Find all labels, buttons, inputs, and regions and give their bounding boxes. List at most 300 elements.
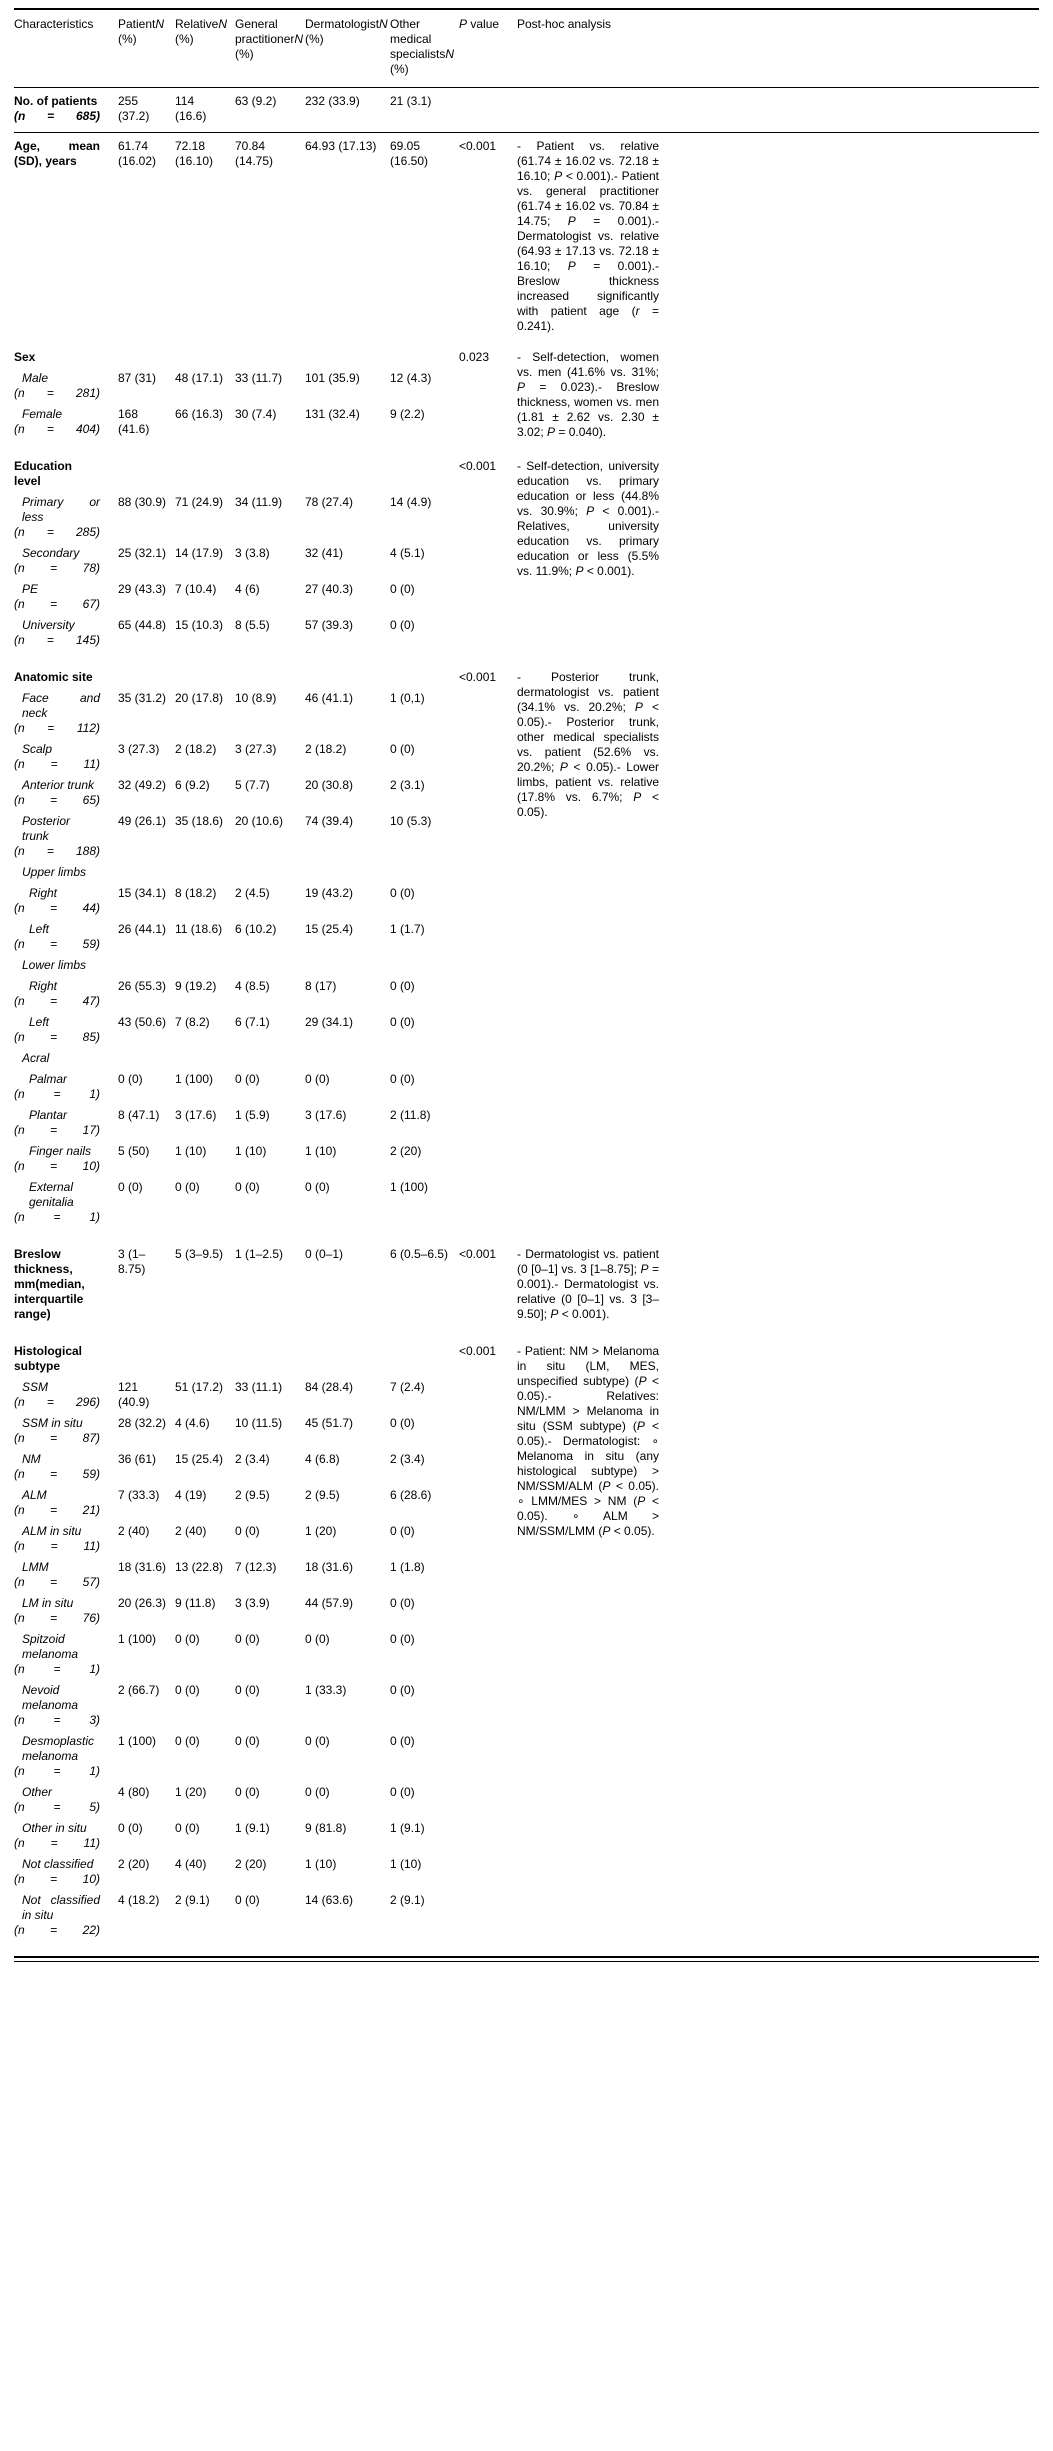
- data-cell: 48 (17.1): [175, 371, 224, 385]
- data-cell: 5 (7.7): [235, 778, 270, 792]
- data-cell: 88 (30.9): [118, 495, 167, 509]
- section-rows: [14, 94, 459, 130]
- table-section: [14, 350, 1039, 443]
- data-cell: 0 (0): [390, 1683, 415, 1697]
- data-cell: 0 (0): [390, 1785, 415, 1799]
- data-cell: 2 (3.4): [390, 1452, 425, 1466]
- data-cell: 20 (17.8): [175, 691, 224, 705]
- row-label: [14, 865, 118, 880]
- table-row: [14, 1380, 459, 1410]
- row-n-count: (n = 57): [14, 1575, 100, 1589]
- row-n-count: (n = 685): [14, 109, 100, 123]
- row-label: [14, 886, 118, 916]
- section-rows: [14, 670, 459, 1231]
- data-cell: 1 (10): [390, 1857, 422, 1871]
- data-cell: 15 (25.4): [175, 1452, 224, 1466]
- column-header: DermatologistN (%): [305, 17, 388, 46]
- data-cell: 35 (18.6): [175, 814, 224, 828]
- row-n-count: (n = 188): [14, 844, 100, 858]
- table-row: [14, 691, 459, 736]
- data-cell: 2 (9.5): [305, 1488, 340, 1502]
- data-cell: 6 (0.5–6.5): [390, 1247, 449, 1261]
- data-cell: 1 (10): [305, 1144, 337, 1158]
- row-label-text: Not classified: [22, 1857, 94, 1871]
- data-cell: 0 (0): [235, 1632, 260, 1646]
- row-n-count: (n = 85): [14, 1030, 100, 1044]
- data-cell: 1 (20): [175, 1785, 207, 1799]
- data-cell: 1 (33.3): [305, 1683, 347, 1697]
- data-cell: 7 (10.4): [175, 582, 217, 596]
- data-cell: 0 (0): [305, 1180, 330, 1194]
- p-value: <0.001: [459, 459, 497, 473]
- data-cell: 10 (8.9): [235, 691, 277, 705]
- row-n-count: (n = 296): [14, 1395, 100, 1409]
- row-label: [14, 958, 118, 973]
- table-row: [14, 94, 459, 124]
- row-label: [14, 495, 118, 540]
- data-cell: 0 (0): [305, 1072, 330, 1086]
- p-value: <0.001: [459, 670, 497, 684]
- data-cell: 14 (4.9): [390, 495, 432, 509]
- table-row: [14, 1524, 459, 1554]
- row-label-text: Palmar: [29, 1072, 68, 1086]
- posthoc-analysis: - Self-detection, university education vs. primary education or less (44.8% vs. 30.9%; P < 0.001).- Relatives, university education vs. primary education or less (5.5% vs. 11.9%; P < 0.001).: [517, 459, 659, 578]
- row-label-text: ALM: [22, 1488, 47, 1502]
- row-label: [14, 1893, 118, 1938]
- data-cell: 0 (0–1): [305, 1247, 344, 1261]
- row-n-count: (n = 3): [14, 1713, 100, 1727]
- row-n-count: (n = 11): [14, 1836, 100, 1850]
- row-label-text: SSM: [22, 1380, 49, 1394]
- data-cell: 20 (26.3): [118, 1596, 167, 1610]
- data-cell: 1 (5.9): [235, 1108, 270, 1122]
- table-row: [14, 778, 459, 808]
- row-label-text: Other: [22, 1785, 53, 1799]
- posthoc-analysis: - Patient: NM > Melanoma in situ (LM, MES, unspecified subtype) (P < 0.05).- Relatives: NM/LMM > Melanoma in situ (SSM subtype) (P < 0.05).- Dermatologist: ∘ Melanoma in situ (any histological subtype) > NM/SSM/ALM (P < 0.05). ∘ LMM/MES > NM (P < 0.05). ∘ ALM > NM/SSM/LMM (P < 0.05).: [517, 1344, 659, 1538]
- data-cell: 0 (0): [390, 886, 415, 900]
- table-row: [14, 1821, 459, 1851]
- table-body: [14, 94, 1039, 1944]
- data-cell: 232 (33.9): [305, 94, 360, 108]
- section-rows: [14, 1247, 459, 1328]
- column-header: Characteristics: [14, 17, 94, 31]
- row-n-count: (n = 145): [14, 633, 100, 647]
- row-label: [14, 1180, 118, 1225]
- posthoc-analysis: - Posterior trunk, dermatologist vs. patient (34.1% vs. 20.2%; P < 0.05).- Posterior trunk, other medical specialists vs. patient (52.6% vs. 20.2%; P < 0.05).- Lower limbs, patient vs. relative (17.8% vs. 6.7%; P < 0.05).: [517, 670, 660, 819]
- data-cell: 1 (10): [235, 1144, 267, 1158]
- data-cell: 51 (17.2): [175, 1380, 224, 1394]
- row-label-text: Breslow thickness, mm(median, interquartile range): [14, 1247, 85, 1321]
- row-label-text: Plantar: [29, 1108, 68, 1122]
- posthoc-analysis: - Dermatologist vs. patient (0 [0–1] vs. 3 [1–8.75]; P = 0.001).- Dermatologist vs. relative (0 [0–1] vs. 3 [3–9.50]; P < 0.001).: [517, 1247, 659, 1321]
- data-cell: 2 (4.5): [235, 886, 270, 900]
- data-cell: 0 (0): [175, 1180, 200, 1194]
- row-label: [14, 1452, 118, 1482]
- data-cell: 4 (18.2): [118, 1893, 160, 1907]
- data-cell: 2 (9.1): [390, 1893, 425, 1907]
- data-cell: 1 (0,1): [390, 691, 425, 705]
- p-value: 0.023: [459, 350, 490, 364]
- data-cell: 2 (11.8): [390, 1108, 431, 1122]
- data-cell: 6 (7.1): [235, 1015, 270, 1029]
- row-label: [14, 1051, 118, 1066]
- data-cell: 0 (0): [118, 1821, 143, 1835]
- row-n-count: (n = 78): [14, 561, 100, 575]
- data-cell: 2 (18.2): [305, 742, 347, 756]
- data-cell: 78 (27.4): [305, 495, 354, 509]
- data-cell: 21 (3.1): [390, 94, 432, 108]
- row-label-text: Age, mean (SD), years: [14, 139, 100, 168]
- row-label: [14, 814, 118, 859]
- table-row: [14, 886, 459, 916]
- table-row: [14, 1247, 459, 1322]
- data-cell: 15 (25.4): [305, 922, 354, 936]
- data-cell: 1 (100): [175, 1072, 214, 1086]
- section-rows: [14, 1344, 459, 1944]
- row-n-count: (n = 22): [14, 1923, 100, 1937]
- data-cell: 1 (10): [305, 1857, 337, 1871]
- row-label: [14, 94, 118, 124]
- table-row: [14, 459, 459, 489]
- row-n-count: (n = 281): [14, 386, 100, 400]
- row-n-count: (n = 1): [14, 1087, 100, 1101]
- data-cell: 0 (0): [390, 979, 415, 993]
- data-cell: 7 (12.3): [235, 1560, 277, 1574]
- data-cell: 1 (1–2.5): [235, 1247, 284, 1261]
- row-label: [14, 1596, 118, 1626]
- data-cell: 15 (34.1): [118, 886, 167, 900]
- data-cell: 28 (32.2): [118, 1416, 167, 1430]
- table-row: [14, 1452, 459, 1482]
- row-label-text: Scalp: [22, 742, 53, 756]
- data-cell: 3 (17.6): [175, 1108, 217, 1122]
- table-section: [14, 1344, 1039, 1944]
- row-label-text: Right: [29, 886, 58, 900]
- data-cell: 0 (0): [390, 1632, 415, 1646]
- row-label: [14, 407, 118, 437]
- data-cell: 30 (7.4): [235, 407, 277, 421]
- row-n-count: (n = 87): [14, 1431, 100, 1445]
- row-n-count: (n = 285): [14, 525, 100, 539]
- row-label: [14, 1683, 118, 1728]
- row-label: [14, 1632, 118, 1677]
- column-header: General practitionerN (%): [235, 17, 304, 61]
- data-cell: 34 (11.9): [235, 495, 283, 509]
- row-label: [14, 778, 118, 808]
- data-cell: 0 (0): [235, 1524, 260, 1538]
- data-cell: 6 (10.2): [235, 922, 277, 936]
- data-cell: 0 (0): [235, 1734, 260, 1748]
- data-cell: 14 (17.9): [175, 546, 224, 560]
- data-cell: 1 (100): [118, 1734, 157, 1748]
- row-label-text: Finger nails: [29, 1144, 92, 1158]
- row-label-text: Other in situ: [22, 1821, 87, 1835]
- data-cell: 0 (0): [235, 1785, 260, 1799]
- row-label: [14, 1380, 118, 1410]
- data-cell: 8 (18.2): [175, 886, 217, 900]
- table-section: [14, 459, 1039, 654]
- data-cell: 11 (18.6): [175, 922, 223, 936]
- data-cell: 2 (66.7): [118, 1683, 160, 1697]
- column-header: P value: [459, 17, 500, 31]
- data-cell: 10 (5.3): [390, 814, 432, 828]
- data-cell: 1 (1.7): [390, 922, 425, 936]
- table-row: [14, 1344, 459, 1374]
- data-cell: 2 (40): [118, 1524, 150, 1538]
- data-cell: 32 (49.2): [118, 778, 167, 792]
- row-label-text: Acral: [22, 1051, 50, 1065]
- data-cell: 0 (0): [175, 1683, 200, 1697]
- bottom-rule-outer: [14, 1956, 1039, 1958]
- data-cell: 9 (19.2): [175, 979, 217, 993]
- row-label: [14, 691, 118, 736]
- data-cell: 35 (31.2): [118, 691, 167, 705]
- data-cell: 33 (11.1): [235, 1380, 283, 1394]
- row-label-text: Lower limbs: [22, 958, 87, 972]
- data-cell: 46 (41.1): [305, 691, 354, 705]
- table-row: [14, 1560, 459, 1590]
- data-cell: 255 (37.2): [118, 94, 150, 123]
- data-cell: 20 (30.8): [305, 778, 354, 792]
- row-n-count: (n = 44): [14, 901, 100, 915]
- row-label-text: Left: [29, 1015, 50, 1029]
- row-label: [14, 459, 118, 489]
- data-cell: 0 (0): [118, 1180, 143, 1194]
- column-header: PatientN (%): [118, 17, 165, 46]
- row-label-text: Desmoplastic melanoma: [22, 1734, 95, 1763]
- posthoc-analysis: - Self-detection, women vs. men (41.6% vs. 31%; P = 0.023).- Breslow thickness, women vs. men (1.81 ± 2.62 vs. 2.30 ± 3.02; P = 0.040).: [517, 350, 659, 439]
- row-label-text: Primary or less: [22, 495, 100, 524]
- table-row: [14, 1144, 459, 1174]
- column-header: Other medical specialistsN (%): [390, 17, 455, 76]
- data-cell: 1 (9.1): [235, 1821, 270, 1835]
- data-cell: 3 (3.9): [235, 1596, 270, 1610]
- data-cell: 4 (4.6): [175, 1416, 210, 1430]
- row-label: [14, 1108, 118, 1138]
- table-row: [14, 979, 459, 1009]
- data-cell: 0 (0): [390, 742, 415, 756]
- table-row: [14, 1015, 459, 1045]
- data-cell: 33 (11.7): [235, 371, 283, 385]
- row-label: [14, 670, 118, 685]
- table-row: [14, 350, 459, 365]
- data-cell: 0 (0): [390, 1072, 415, 1086]
- row-label: [14, 1857, 118, 1887]
- data-cell: 32 (41): [305, 546, 344, 560]
- table-row: [14, 1072, 459, 1102]
- row-n-count: (n = 1): [14, 1210, 100, 1224]
- row-label-text: NM: [22, 1452, 41, 1466]
- data-cell: 4 (8.5): [235, 979, 270, 993]
- table-row: [14, 1051, 459, 1066]
- data-cell: 70.84 (14.75): [235, 139, 274, 168]
- data-cell: 2 (20): [235, 1857, 267, 1871]
- data-cell: 45 (51.7): [305, 1416, 354, 1430]
- data-cell: 0 (0): [305, 1785, 330, 1799]
- data-cell: 3 (1–8.75): [118, 1247, 146, 1276]
- table-row: [14, 670, 459, 685]
- data-cell: 7 (2.4): [390, 1380, 425, 1394]
- data-cell: 2 (20): [390, 1144, 422, 1158]
- data-cell: 7 (33.3): [118, 1488, 160, 1502]
- data-cell: 26 (44.1): [118, 922, 167, 936]
- data-cell: 7 (8.2): [175, 1015, 210, 1029]
- table-row: [14, 1108, 459, 1138]
- data-cell: 26 (55.3): [118, 979, 167, 993]
- table-row: [14, 1416, 459, 1446]
- row-n-count: (n = 11): [14, 757, 100, 771]
- table-row: [14, 546, 459, 576]
- table-section: [14, 1247, 1039, 1328]
- data-cell: 4 (80): [118, 1785, 150, 1799]
- data-cell: 69.05 (16.50): [390, 139, 429, 168]
- row-n-count: (n = 10): [14, 1159, 100, 1173]
- row-label: [14, 1247, 118, 1322]
- data-cell: 18 (31.6): [118, 1560, 167, 1574]
- data-cell: 4 (6): [235, 582, 260, 596]
- row-n-count: (n = 47): [14, 994, 100, 1008]
- row-n-count: (n = 11): [14, 1539, 100, 1553]
- data-cell: 1 (9.1): [390, 1821, 425, 1835]
- data-cell: 14 (63.6): [305, 1893, 354, 1907]
- table-section: [14, 94, 1039, 130]
- data-cell: 1 (100): [118, 1632, 157, 1646]
- row-n-count: (n = 5): [14, 1800, 100, 1814]
- row-label: [14, 582, 118, 612]
- data-cell: 0 (0): [235, 1893, 260, 1907]
- row-label-text: Right: [29, 979, 58, 993]
- row-label-text: University: [22, 618, 75, 632]
- row-label: [14, 1821, 118, 1851]
- row-label: [14, 1015, 118, 1045]
- p-value: <0.001: [459, 139, 497, 153]
- row-label: [14, 1072, 118, 1102]
- data-cell: 8 (17): [305, 979, 337, 993]
- row-label-text: No. of patients: [14, 94, 98, 108]
- data-cell: 8 (47.1): [118, 1108, 160, 1122]
- row-label: [14, 371, 118, 401]
- data-cell: 2 (9.5): [235, 1488, 270, 1502]
- header-rule: [14, 87, 1039, 88]
- data-cell: 87 (31): [118, 371, 157, 385]
- table-row: [14, 1857, 459, 1887]
- row-n-count: (n = 112): [14, 721, 100, 735]
- data-cell: 72.18 (16.10): [175, 139, 214, 168]
- section-rows: [14, 459, 459, 654]
- data-cell: 3 (17.6): [305, 1108, 347, 1122]
- table-row: [14, 742, 459, 772]
- data-cell: 29 (43.3): [118, 582, 167, 596]
- data-cell: 64.93 (17.13): [305, 139, 377, 153]
- row-label: [14, 1524, 118, 1554]
- row-label-text: LM in situ: [22, 1596, 74, 1610]
- row-label: [14, 1416, 118, 1446]
- table-row: [14, 1734, 459, 1779]
- row-label: [14, 922, 118, 952]
- data-cell: 3 (27.3): [118, 742, 160, 756]
- row-label-text: Anterior trunk: [22, 778, 95, 792]
- table-row: [14, 407, 459, 437]
- data-cell: 0 (0): [390, 1596, 415, 1610]
- data-cell: 13 (22.8): [175, 1560, 224, 1574]
- data-cell: 15 (10.3): [175, 618, 224, 632]
- row-label-text: Left: [29, 922, 50, 936]
- data-cell: 0 (0): [390, 582, 415, 596]
- data-cell: 2 (40): [175, 1524, 207, 1538]
- data-cell: 57 (39.3): [305, 618, 354, 632]
- row-label: [14, 1785, 118, 1815]
- data-cell: 9 (81.8): [305, 1821, 347, 1835]
- data-cell: 0 (0): [390, 618, 415, 632]
- column-header: RelativeN (%): [175, 17, 228, 46]
- data-cell: 5 (50): [118, 1144, 150, 1158]
- row-label-text: Upper limbs: [22, 865, 87, 879]
- p-value: <0.001: [459, 1247, 497, 1261]
- data-cell: 9 (11.8): [175, 1596, 216, 1610]
- row-label-text: SSM in situ: [22, 1416, 83, 1430]
- data-cell: 1 (100): [390, 1180, 429, 1194]
- data-cell: 4 (40): [175, 1857, 207, 1871]
- data-cell: 61.74 (16.02): [118, 139, 157, 168]
- data-cell: 49 (26.1): [118, 814, 167, 828]
- data-cell: 25 (32.1): [118, 546, 167, 560]
- table-row: [14, 958, 459, 973]
- row-label-text: Nevoid melanoma: [22, 1683, 79, 1712]
- row-label: [14, 1488, 118, 1518]
- data-cell: 43 (50.6): [118, 1015, 167, 1029]
- row-n-count: (n = 65): [14, 793, 100, 807]
- data-cell: 27 (40.3): [305, 582, 354, 596]
- row-label: [14, 1144, 118, 1174]
- row-label-text: Anatomic site: [14, 670, 93, 684]
- data-cell: 66 (16.3): [175, 407, 224, 421]
- table-section: [14, 670, 1039, 1231]
- row-label-text: LMM: [22, 1560, 49, 1574]
- data-cell: 2 (20): [118, 1857, 150, 1871]
- data-cell: 10 (11.5): [235, 1416, 283, 1430]
- table-row: [14, 814, 459, 859]
- row-label-text: ALM in situ: [22, 1524, 82, 1538]
- section-rows: [14, 139, 459, 175]
- data-cell: 3 (3.8): [235, 546, 270, 560]
- data-cell: 63 (9.2): [235, 94, 277, 108]
- row-label-text: Histological subtype: [14, 1344, 83, 1373]
- data-cell: 6 (28.6): [390, 1488, 432, 1502]
- row-label-text: Not classified in situ: [22, 1893, 100, 1922]
- row-n-count: (n = 404): [14, 422, 100, 436]
- data-cell: 121 (40.9): [118, 1380, 150, 1409]
- data-cell: 3 (27.3): [235, 742, 277, 756]
- row-label: [14, 742, 118, 772]
- row-n-count: (n = 21): [14, 1503, 100, 1517]
- table-row: [14, 1180, 459, 1225]
- data-cell: 0 (0): [175, 1632, 200, 1646]
- data-cell: 114 (16.6): [175, 94, 207, 123]
- data-cell: 0 (0): [118, 1072, 143, 1086]
- row-n-count: (n = 10): [14, 1872, 100, 1886]
- table-row: [14, 371, 459, 401]
- data-cell: 0 (0): [305, 1734, 330, 1748]
- row-n-count: (n = 1): [14, 1662, 100, 1676]
- data-cell: 65 (44.8): [118, 618, 167, 632]
- data-cell: 131 (32.4): [305, 407, 360, 421]
- data-cell: 101 (35.9): [305, 371, 360, 385]
- data-cell: 12 (4.3): [390, 371, 432, 385]
- data-cell: 44 (57.9): [305, 1596, 354, 1610]
- data-cell: 36 (61): [118, 1452, 157, 1466]
- data-cell: 29 (34.1): [305, 1015, 354, 1029]
- row-label-text: Spitzoid melanoma: [22, 1632, 79, 1661]
